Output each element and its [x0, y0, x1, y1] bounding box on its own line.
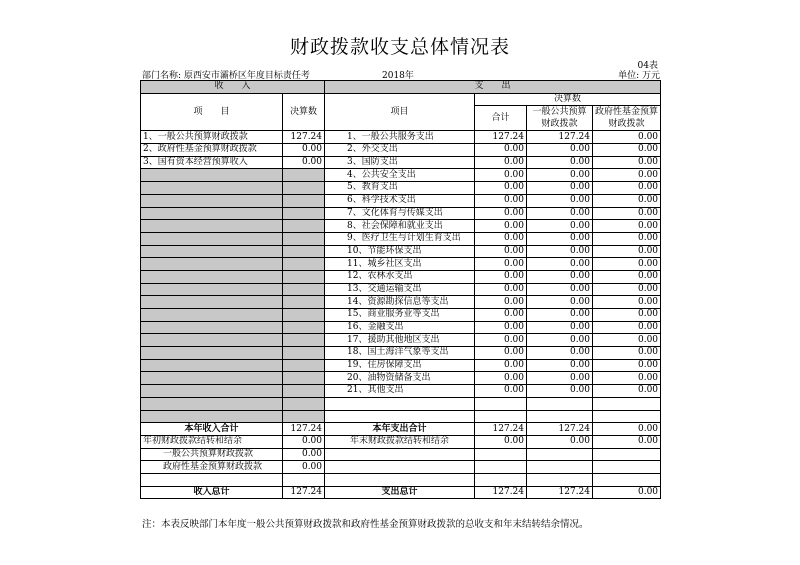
expense-label: 7、文化体育与传媒支出: [325, 207, 475, 220]
income-blank: [141, 334, 283, 347]
total-row: [141, 423, 661, 436]
expense-total: 0.00: [475, 207, 527, 220]
blank: [593, 461, 661, 474]
table-row: [141, 372, 661, 385]
expense-label: 13、交通运输支出: [325, 283, 475, 296]
blank-row: [141, 473, 661, 486]
expense-label: 11、城乡社区支出: [325, 258, 475, 271]
currency-unit: 单位: 万元: [618, 71, 660, 81]
expense-total: 0.00: [475, 334, 527, 347]
form-number: 04表: [637, 61, 658, 71]
carry-fund-row: [141, 461, 661, 474]
income-blank: [141, 270, 283, 283]
expense-fund: 0.00: [593, 283, 661, 296]
blank: [283, 410, 325, 423]
income-blank: [141, 296, 283, 309]
expense-fund: 0.00: [593, 309, 661, 322]
expense-total-fund: 0.00: [593, 423, 661, 436]
expense-total: 0.00: [475, 156, 527, 169]
table-row: [141, 220, 661, 233]
blank: [527, 410, 593, 423]
expense-total: 127.24: [475, 423, 527, 436]
expense-total: 0.00: [475, 258, 527, 271]
blank: [475, 461, 527, 474]
income-total: 127.24: [283, 423, 325, 436]
expense-total: 0.00: [475, 144, 527, 157]
income-blank: [283, 347, 325, 360]
table-row: [141, 245, 661, 258]
blank: [527, 473, 593, 486]
expense-total: 0.00: [475, 232, 527, 245]
table-row: [141, 258, 661, 271]
table-row: [141, 321, 661, 334]
income-blank: [141, 347, 283, 360]
expense-general: 0.00: [527, 144, 593, 157]
income-blank: [141, 309, 283, 322]
expense-label: 3、国防支出: [325, 156, 475, 169]
blank: [593, 473, 661, 486]
income-blank: [141, 321, 283, 334]
income-blank: [283, 385, 325, 398]
expense-label: 10、节能环保支出: [325, 245, 475, 258]
report-year: 2018年: [382, 71, 414, 81]
blank: [593, 410, 661, 423]
expense-general: 0.00: [527, 283, 593, 296]
expense-general: 0.00: [527, 296, 593, 309]
income-blank: [283, 296, 325, 309]
blank-row: [141, 397, 661, 410]
expense-fund: 0.00: [593, 359, 661, 372]
income-blank: [283, 207, 325, 220]
expense-label: 18、国土海洋气象等支出: [325, 347, 475, 360]
expense-general: 0.00: [527, 169, 593, 182]
blank-row: [141, 410, 661, 423]
expense-label: 15、商业服务业等支出: [325, 309, 475, 322]
income-budget-header: 决算数: [283, 93, 325, 131]
table-row: [141, 296, 661, 309]
blank: [475, 410, 527, 423]
income-blank: [283, 194, 325, 207]
blank: [325, 410, 475, 423]
expense-general: 0.00: [527, 220, 593, 233]
income-label: 2、政府性基金预算财政拨款: [141, 144, 283, 157]
blank: [475, 473, 527, 486]
expense-fund: 0.00: [593, 334, 661, 347]
income-blank: [283, 359, 325, 372]
carry-in-fund-label: 政府性基金预算财政拨款: [141, 461, 283, 474]
expense-fund: 0.00: [593, 156, 661, 169]
income-blank: [141, 194, 283, 207]
income-grand: 127.24: [283, 486, 325, 499]
expense-general: 0.00: [527, 309, 593, 322]
table-row: [141, 359, 661, 372]
grand-total-row: [141, 486, 661, 499]
carry-in-label: 年初财政拨款结转和结余: [141, 435, 283, 448]
expense-total: 0.00: [475, 270, 527, 283]
income-blank: [283, 182, 325, 195]
expense-label: 5、教育支出: [325, 182, 475, 195]
table-row: [141, 270, 661, 283]
carry-out: 0.00: [475, 435, 527, 448]
expense-fund: 0.00: [593, 347, 661, 360]
expense-general: 0.00: [527, 385, 593, 398]
table-row: [141, 347, 661, 360]
expense-general: 0.00: [527, 359, 593, 372]
table-row: [141, 283, 661, 296]
expense-total: 0.00: [475, 372, 527, 385]
income-blank: [283, 283, 325, 296]
expense-fund: 0.00: [593, 321, 661, 334]
income-blank: [283, 372, 325, 385]
carry-out-general: 0.00: [527, 435, 593, 448]
expense-header: 支 出: [325, 81, 661, 94]
expense-fund: 0.00: [593, 207, 661, 220]
blank: [325, 473, 475, 486]
fiscal-summary-table: [140, 80, 661, 499]
table-row: [141, 182, 661, 195]
expense-label: 20、油物资储备支出: [325, 372, 475, 385]
income-header: 收 入: [141, 81, 325, 94]
expense-fund: 0.00: [593, 270, 661, 283]
table-row: [141, 232, 661, 245]
table-row: [141, 131, 661, 144]
expense-total: 0.00: [475, 385, 527, 398]
expense-label: 17、援助其他地区支出: [325, 334, 475, 347]
fund-header: 政府性基金预算财政拨款: [593, 106, 661, 131]
income-blank: [141, 372, 283, 385]
expense-label: 6、科学技术支出: [325, 194, 475, 207]
table-row: [141, 156, 661, 169]
blank: [325, 461, 475, 474]
table-row: [141, 334, 661, 347]
expense-label: 2、外交支出: [325, 144, 475, 157]
expense-fund: 0.00: [593, 220, 661, 233]
income-blank: [141, 258, 283, 271]
expense-fund: 0.00: [593, 258, 661, 271]
expense-general: 0.00: [527, 270, 593, 283]
report-meta: [142, 68, 660, 80]
expense-general: 0.00: [527, 207, 593, 220]
expense-total: 0.00: [475, 245, 527, 258]
blank: [527, 448, 593, 461]
expense-fund: 0.00: [593, 245, 661, 258]
carry-in-general: 0.00: [283, 448, 325, 461]
expense-grand-fund: 0.00: [593, 486, 661, 499]
department-name: 部门名称: 原西安市灞桥区年度目标责任考: [142, 71, 310, 81]
expense-total: 0.00: [475, 296, 527, 309]
expense-fund: 0.00: [593, 232, 661, 245]
income-blank: [283, 169, 325, 182]
income-blank: [141, 359, 283, 372]
expense-budget-header: 决算数: [475, 93, 661, 106]
expense-fund: 0.00: [593, 385, 661, 398]
expense-total: 0.00: [475, 321, 527, 334]
income-value: 0.00: [283, 156, 325, 169]
expense-label: 9、医疗卫生与计划生育支出: [325, 232, 475, 245]
blank: [475, 397, 527, 410]
income-item-header: 项 目: [141, 93, 283, 131]
header-row-2: [141, 93, 661, 106]
income-total-label: 本年收入合计: [141, 423, 283, 436]
table-row: [141, 169, 661, 182]
expense-general: 0.00: [527, 156, 593, 169]
carry-in-fund: 0.00: [283, 461, 325, 474]
income-blank: [141, 207, 283, 220]
income-blank: [283, 232, 325, 245]
blank: [593, 397, 661, 410]
carry-row: [141, 435, 661, 448]
expense-total: 0.00: [475, 283, 527, 296]
total-header: 合计: [475, 106, 527, 131]
expense-label: 14、资源勘探信息等支出: [325, 296, 475, 309]
expense-total: 0.00: [475, 347, 527, 360]
expense-fund: 0.00: [593, 372, 661, 385]
blank: [283, 397, 325, 410]
income-blank: [283, 309, 325, 322]
expense-total-label: 本年支出合计: [325, 423, 475, 436]
expense-general: 0.00: [527, 182, 593, 195]
expense-label: 16、金融支出: [325, 321, 475, 334]
income-blank: [141, 283, 283, 296]
blank: [475, 448, 527, 461]
income-value: 127.24: [283, 131, 325, 144]
footnote: 注：本表反映部门本年度一般公共预算财政拨款和政府性基金预算财政拨款的总收支和年末结转结余情况。: [142, 519, 589, 530]
header-row-1: [141, 81, 661, 94]
expense-general: 0.00: [527, 258, 593, 271]
expense-general: 0.00: [527, 334, 593, 347]
expense-total: 0.00: [475, 182, 527, 195]
blank: [527, 461, 593, 474]
blank: [325, 397, 475, 410]
expense-total-general: 127.24: [527, 423, 593, 436]
carry-out-fund: 0.00: [593, 435, 661, 448]
table-row: [141, 385, 661, 398]
income-blank: [283, 334, 325, 347]
expense-total: 0.00: [475, 309, 527, 322]
blank: [283, 473, 325, 486]
expense-label: 1、一般公共服务支出: [325, 131, 475, 144]
expense-total: 0.00: [475, 169, 527, 182]
expense-total: 0.00: [475, 359, 527, 372]
income-blank: [283, 220, 325, 233]
expense-general: 0.00: [527, 321, 593, 334]
income-label: 1、一般公共预算财政拨款: [141, 131, 283, 144]
income-blank: [283, 245, 325, 258]
table-row: [141, 144, 661, 157]
income-label: 3、国有资本经营预算收入: [141, 156, 283, 169]
expense-fund: 0.00: [593, 296, 661, 309]
blank: [141, 397, 283, 410]
expense-total: 0.00: [475, 220, 527, 233]
income-blank: [141, 220, 283, 233]
expense-label: 8、社会保障和就业支出: [325, 220, 475, 233]
expense-total: 0.00: [475, 194, 527, 207]
expense-general: 0.00: [527, 194, 593, 207]
income-blank: [283, 321, 325, 334]
blank: [325, 448, 475, 461]
expense-general: 0.00: [527, 347, 593, 360]
expense-fund: 0.00: [593, 169, 661, 182]
carry-in: 0.00: [283, 435, 325, 448]
blank: [527, 397, 593, 410]
blank: [593, 448, 661, 461]
income-blank: [283, 258, 325, 271]
expense-label: 4、公共安全支出: [325, 169, 475, 182]
expense-fund: 0.00: [593, 131, 661, 144]
expense-item-header: 项目: [325, 93, 475, 131]
table-row: [141, 194, 661, 207]
expense-general: 0.00: [527, 245, 593, 258]
expense-grand-general: 127.24: [527, 486, 593, 499]
income-blank: [141, 385, 283, 398]
carry-general-row: [141, 448, 661, 461]
page-title: 财政拨款收支总体情况表: [289, 36, 510, 58]
expense-general: 127.24: [527, 131, 593, 144]
carry-out-label: 年末财政拨款结转和结余: [325, 435, 475, 448]
blank: [141, 473, 283, 486]
expense-total: 127.24: [475, 131, 527, 144]
income-grand-label: 收入总计: [141, 486, 283, 499]
expense-fund: 0.00: [593, 144, 661, 157]
income-blank: [141, 245, 283, 258]
carry-in-general-label: 一般公共预算财政拨款: [141, 448, 283, 461]
table-row: [141, 207, 661, 220]
expense-general: 0.00: [527, 232, 593, 245]
expense-grand: 127.24: [475, 486, 527, 499]
income-blank: [141, 232, 283, 245]
income-value: 0.00: [283, 144, 325, 157]
expense-label: 21、其他支出: [325, 385, 475, 398]
expense-grand-label: 支出总计: [325, 486, 475, 499]
general-header: 一般公共预算财政拨款: [527, 106, 593, 131]
income-blank: [141, 182, 283, 195]
expense-label: 12、农林水支出: [325, 270, 475, 283]
expense-fund: 0.00: [593, 182, 661, 195]
income-blank: [141, 169, 283, 182]
table-row: [141, 309, 661, 322]
expense-fund: 0.00: [593, 194, 661, 207]
income-blank: [283, 270, 325, 283]
blank: [141, 410, 283, 423]
expense-label: 19、住房保障支出: [325, 359, 475, 372]
expense-general: 0.00: [527, 372, 593, 385]
